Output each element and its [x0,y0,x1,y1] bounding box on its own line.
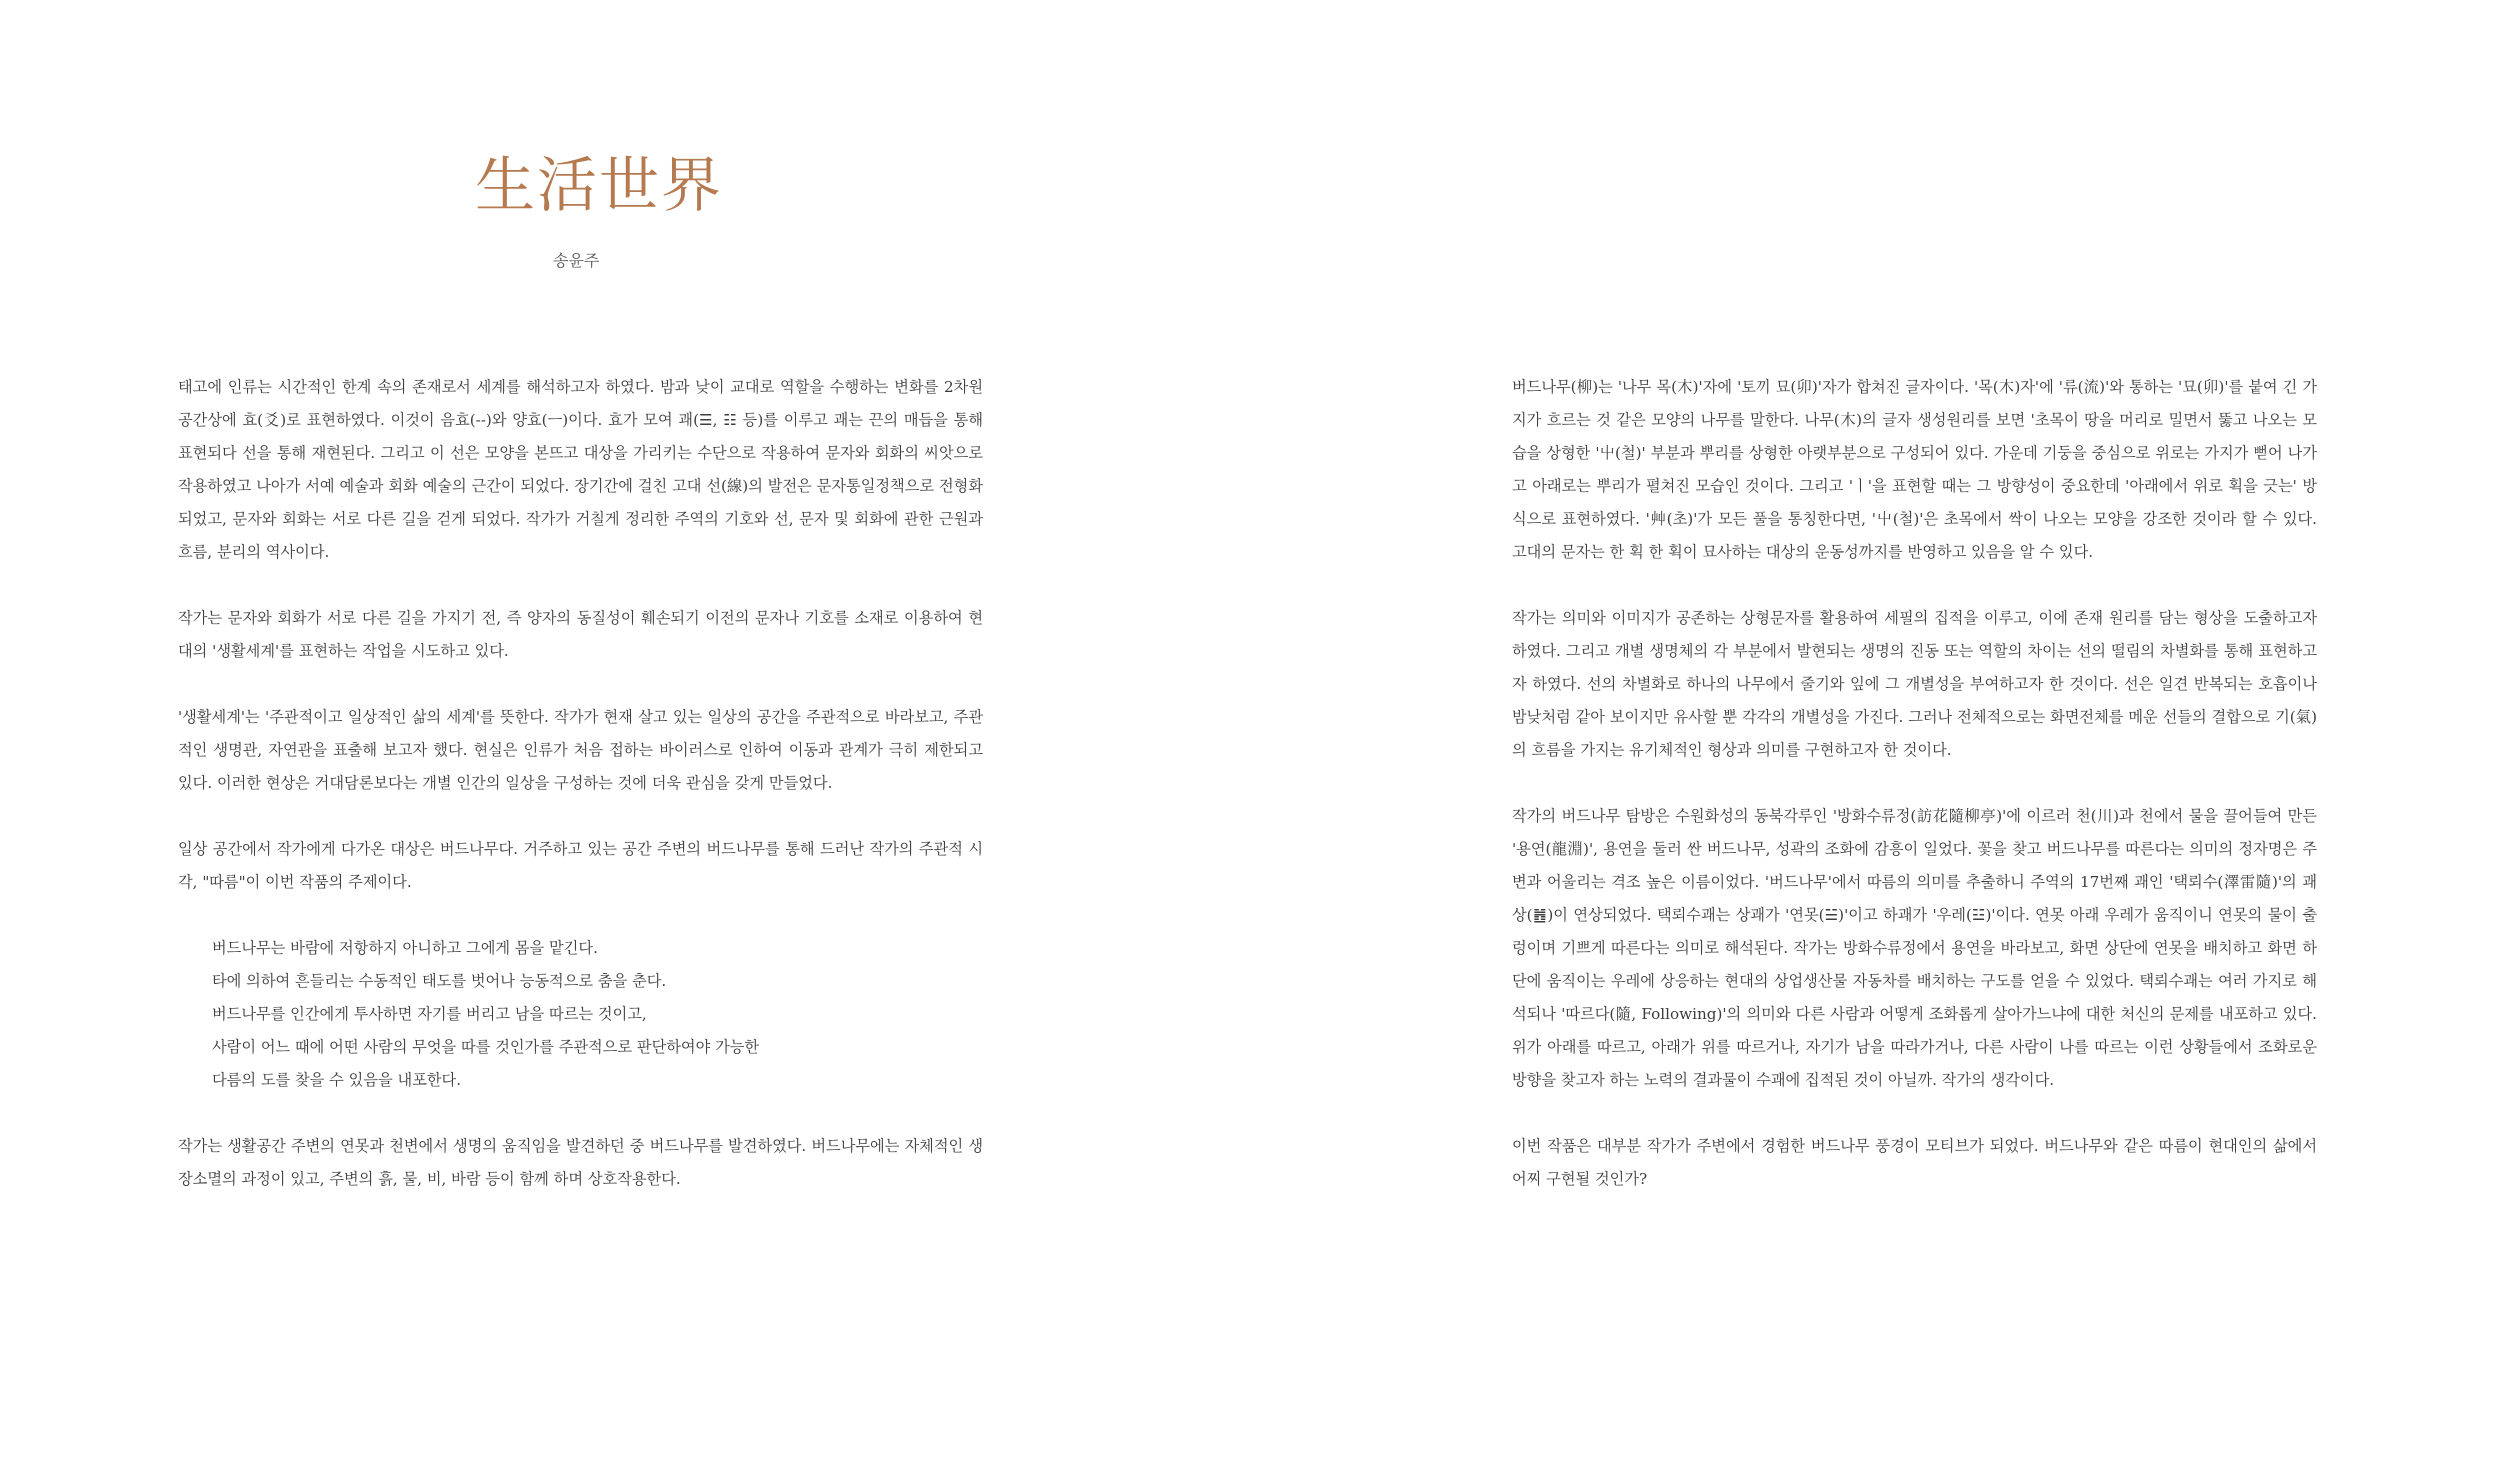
paragraph: 작가의 버드나무 탐방은 수원화성의 동북각루인 '방화수류정(訪花隨柳亭)'에 이르러 천(川)과 천에서 물을 끌어들여 만든 '용연(龍淵)', 용연을 둘러 싼 버드나무, 성곽의 조화에 감흥이 일었다. 꽃을 찾고 버드나무를 따른다는 의미의 정자명은 주변과 어울리는 격조 높은 이름이었다. '버드나무'에서 따름의 의미를 추출하니 주역의 17번째 괘인 '택뢰수(澤雷隨)'의 괘상(䷐)이 연상되었다. 택뢰수괘는 상괘가 '연못(☱)'이고 하괘가 '우레(☳)'이다. 연못 아래 우레가 움직이니 연못의 물이 출렁이며 기쁘게 따른다는 의미로 해석된다. 작가는 방화수류정에서 용연을 바라보고, 화면 상단에 연못을 배치하고 화면 하단에 움직이는 우레에 상응하는 현대의 상업생산물 자동차를 배치하는 구도를 얻을 수 있었다. 택뢰수괘는 여러 가지로 해석되나 '따르다(隨, Following)'의 의미와 다른 사람과 어떻게 조화롭게 살아가느냐에 대한 처신의 문제를 내포하고 있다. 위가 아래를 따르고, 아래가 위를 따르거나, 자기가 남을 따라가거나, 다른 사람이 나를 따르는 이런 상황들에서 조화로운 방향을 찾고자 하는 노력의 결과물이 수괘에 집적된 것이 아닐까. 작가의 생각이다. [1512,807,2317,1089]
paragraph: 작가는 의미와 이미지가 공존하는 상형문자를 활용하여 세필의 집적을 이루고, 이에 존재 원리를 담는 형상을 도출하고자 하였다. 그리고 개별 생명체의 각 부분에서 발현되는 생명의 진동 또는 역할의 차이는 선의 떨림의 차별화를 통해 표현하고자 하였다. 선의 차별화로 하나의 나무에서 줄기와 잎에 그 개별성을 부여하고자 한 것이다. 선은 일견 반복되는 호흡이나 밤낮처럼 같아 보이지만 유사할 뿐 각각의 개별성을 가진다. 그러나 전체적으로는 화면전체를 메운 선들의 결합으로 기(氣)의 흐름을 가지는 유기체적인 형상과 의미를 구현하고자 한 것이다. [1512,609,2317,759]
paragraph: 일상 공간에서 작가에게 다가온 대상은 버드나무다. 거주하고 있는 공간 주변의 버드나무를 통해 드러난 작가의 주관적 시각, "따름"이 이번 작품의 주제이다. [178,840,983,891]
poem-line: 사람이 어느 때에 어떤 사람의 무엇을 따를 것인가를 주관적으로 판단하여야 가능한 [212,1038,760,1056]
left-column [178,371,983,1229]
page-title: 生活世界 [475,151,723,221]
paragraph: 작가는 생활공간 주변의 연못과 천변에서 생명의 움직임을 발견하던 중 버드나무를 발견하였다. 버드나무에는 자체적인 생장소멸의 과정이 있고, 주변의 흙, 물, 비, 바람 등이 함께 하며 상호작용한다. [178,1137,983,1188]
poem-line: 타에 의하여 흔들리는 수동적인 태도를 벗어나 능동적으로 춤을 춘다. [212,972,667,990]
poem-line: 다름의 도를 찾을 수 있음을 내포한다. [212,1071,462,1089]
paragraph: '생활세계'는 '주관적이고 일상적인 삶의 세계'를 뜻한다. 작가가 현재 살고 있는 일상의 공간을 주관적으로 바라보고, 주관적인 생명관, 자연관을 표출해 보고자 했다. 현실은 인류가 처음 접하는 바이러스로 인하여 이동과 관계가 극히 제한되고 있다. 이러한 현상은 거대담론보다는 개별 인간의 일상을 구성하는 것에 더욱 관심을 갖게 만들었다. [178,708,983,792]
right-column [1512,371,2317,1229]
poem-block [212,932,983,1097]
author-name: 송윤주 [553,251,600,270]
paragraph: 이번 작품은 대부분 작가가 주변에서 경험한 버드나무 풍경이 모티브가 되었다. 버드나무와 같은 따름이 현대인의 삶에서 어찌 구현될 것인가? [1512,1137,2317,1188]
poem-line: 버드나무는 바람에 저항하지 아니하고 그에게 몸을 맡긴다. [212,939,598,957]
paragraph: 태고에 인류는 시간적인 한계 속의 존재로서 세계를 해석하고자 하였다. 밤과 낮이 교대로 역할을 수행하는 변화를 2차원 공간상에 효(爻)로 표현하였다. 이것이 음효(--)와 양효(ㅡ)이다. 효가 모여 괘(☰, ☷ 등)를 이루고 괘는 끈의 매듭을 통해 표현되다 선을 통해 재현된다. 그리고 이 선은 모양을 본뜨고 대상을 가리키는 수단으로 작용하여 문자와 회화의 씨앗으로 작용하였고 나아가 서예 예술과 회화 예술의 근간이 되었다. 장기간에 걸친 고대 선(線)의 발전은 문자통일정책으로 전형화 되었고, 문자와 회화는 서로 다른 길을 걷게 되었다. 작가가 거칠게 정리한 주역의 기호와 선, 문자 및 회화에 관한 근원과 흐름, 분리의 역사이다. [178,378,983,561]
poem-line: 버드나무를 인간에게 투사하면 자기를 버리고 남을 따르는 것이고, [212,1005,647,1023]
paragraph: 작가는 문자와 회화가 서로 다른 길을 가지기 전, 즉 양자의 동질성이 훼손되기 이전의 문자나 기호를 소재로 이용하여 현대의 '생활세계'를 표현하는 작업을 시도하고 있다. [178,609,983,660]
right-page [1250,0,2500,1478]
paragraph: 버드나무(柳)는 '나무 목(木)'자에 '토끼 묘(卯)'자가 합쳐진 글자이다. '목(木)자'에 '류(流)'와 통하는 '묘(卯)'를 붙여 긴 가지가 흐르는 것 같은 모양의 나무를 말한다. 나무(木)의 글자 생성원리를 보면 '초목이 땅을 머리로 밀면서 뚫고 나오는 모습을 상형한 '屮(철)' 부분과 뿌리를 상형한 아랫부분으로 구성되어 있다. 가운데 기둥을 중심으로 위로는 가지가 뻗어 나가고 아래로는 뿌리가 펼쳐진 모습인 것이다. 그리고 'ㅣ'을 표현할 때는 그 방향성이 중요한데 '아래에서 위로 획을 긋는' 방식으로 표현하였다. '艸(초)'가 모든 풀을 통칭한다면, '屮(철)'은 초목에서 싹이 나오는 모양을 강조한 것이라 할 수 있다. 고대의 문자는 한 획 한 획이 묘사하는 대상의 운동성까지를 반영하고 있음을 알 수 있다. [1512,378,2317,561]
